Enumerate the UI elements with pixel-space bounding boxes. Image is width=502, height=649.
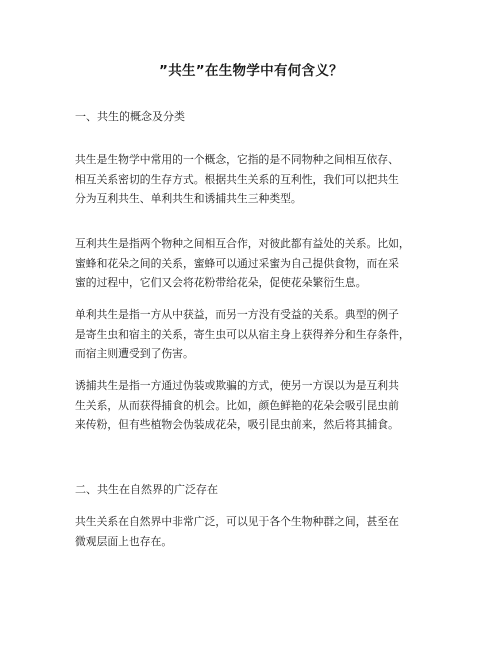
paragraph-commensalism — [75, 305, 435, 364]
section-heading-2: 二、共生在自然界的广泛存在 — [75, 483, 218, 496]
paragraph-line: 互利共生是指两个物种之间相互合作，对彼此都有益处的关系。比如， — [75, 237, 410, 250]
paragraph-mutualism — [75, 234, 435, 293]
paragraph-line: 生关系，从而获得捕食的机会。比如，颜色鲜艳的花朵会吸引昆虫前 — [75, 398, 399, 412]
document-title: ”共生”在生物学中有何含义？ — [159, 63, 343, 79]
paragraph-line: 诱捕共生是指一方通过伪装或欺骗的方式，使另一方误以为是互利共 — [75, 379, 399, 392]
paragraph-line: 共生是生物学中常用的一个概念，它指的是不同物种之间相互依存、 — [75, 153, 399, 166]
paragraph-line: 而宿主则遭受到了伤害。 — [75, 347, 194, 360]
paragraph-deceptive-symbiosis — [75, 376, 435, 435]
paragraph-line: 是寄生虫和宿主的关系，寄生虫可以从宿主身上获得养分和生存条件， — [75, 327, 410, 341]
paragraph-symbiosis-definition — [75, 150, 435, 209]
paragraph-symbiosis-in-nature — [75, 512, 435, 551]
paragraph-line: 单利共生是指一方从中获益，而另一方没有受益的关系。典型的例子 — [75, 308, 399, 321]
paragraph-line: 相互关系密切的生存方式。根据共生关系的互利性，我们可以把共生 — [75, 172, 399, 186]
paragraph-line: 来传粉，但有些植物会伪装成花朵，吸引昆虫前来，然后将其捕食。 — [75, 418, 399, 431]
paragraph-line: 微观层面上也存在。 — [75, 534, 173, 548]
paragraph-line: 共生关系在自然界中非常广泛，可以见于各个生物种群之间，甚至在 — [75, 515, 399, 528]
paragraph-line: 蜜的过程中，它们又会将花粉带给花朵，促使花朵繁衍生息。 — [75, 276, 367, 289]
section-heading-1: 一、共生的概念及分类 — [75, 110, 185, 123]
paragraph-line: 分为互利共生、单利共生和诱捕共生三种类型。 — [75, 192, 302, 205]
paragraph-line: 蜜蜂和花朵之间的关系，蜜蜂可以通过采蜜为自己提供食物，而在采 — [75, 256, 399, 270]
